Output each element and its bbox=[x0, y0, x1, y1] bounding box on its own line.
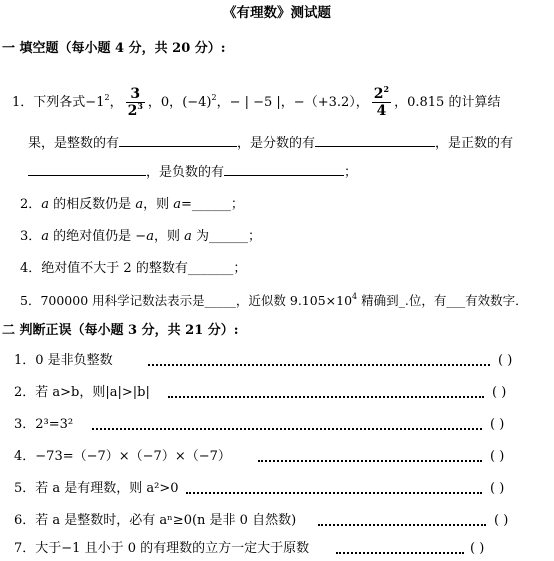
var-a: a bbox=[135, 197, 144, 212]
tf-item-6 bbox=[14, 512, 296, 530]
answer-paren[interactable]: ( ) bbox=[492, 385, 507, 400]
q5-text4: 位，有 bbox=[408, 293, 447, 308]
tf-item-7 bbox=[14, 540, 309, 558]
q1-negatives-blank[interactable] bbox=[224, 163, 344, 176]
q1-fractions-label: ，是分数的有 bbox=[237, 136, 316, 151]
tf-number: 4． bbox=[14, 449, 36, 464]
tf-item-3 bbox=[14, 416, 73, 434]
frac2-num-exp: 2 bbox=[383, 84, 390, 94]
q1-line1 bbox=[12, 86, 500, 119]
q1-number: 1． bbox=[12, 95, 34, 110]
q1-integers-label: 果，是整数的有 bbox=[28, 136, 120, 151]
q4 bbox=[20, 260, 246, 278]
q2-text2: ，则 bbox=[143, 197, 174, 212]
q1-line3 bbox=[28, 163, 357, 182]
q1-abs-terms: ，− | −5 |，−（+3.2）， bbox=[216, 95, 369, 110]
tf-statement: 若 a 是有理数，则 a²>0 bbox=[35, 481, 179, 496]
answer-paren[interactable]: ( ) bbox=[490, 417, 505, 432]
q3-text2: ，则 bbox=[153, 229, 185, 244]
q1-zero: ，0， bbox=[147, 95, 183, 110]
q5-text3: 精确到 bbox=[357, 293, 399, 308]
q5-number: 5． bbox=[20, 293, 41, 308]
var-a: a bbox=[184, 229, 192, 244]
q1-exp: 2 bbox=[104, 93, 110, 102]
tf-number: 2． bbox=[14, 385, 36, 400]
tf-number: 1． bbox=[14, 353, 36, 368]
q1-fractions-blank[interactable] bbox=[315, 134, 435, 147]
q5-text1: 700000 用科学记数法表示是 bbox=[40, 293, 205, 308]
var-a: a bbox=[173, 197, 181, 212]
dot-leader bbox=[92, 428, 482, 430]
q2-text1: 的相反数仍是 bbox=[49, 197, 136, 212]
var-a: a bbox=[41, 197, 50, 212]
tf-statement: −73=（−7）×（−7）×（−7） bbox=[35, 449, 231, 464]
q1-integers-blank[interactable] bbox=[119, 134, 237, 147]
q5-blank1[interactable]: _____ bbox=[204, 293, 236, 308]
q5-text5: 有效数字． bbox=[465, 293, 528, 308]
q3 bbox=[20, 228, 261, 246]
section2-heading: 二 判断正误（每小题 3 分，共 21 分）: bbox=[2, 323, 239, 338]
q5-blank2[interactable]: _. bbox=[398, 293, 409, 308]
tf-number: 7． bbox=[14, 541, 36, 556]
answer-paren[interactable]: ( ) bbox=[470, 541, 485, 556]
q3-number: 3． bbox=[20, 229, 42, 244]
tf-number: 5． bbox=[14, 481, 36, 496]
q1-neg4: (−4) bbox=[182, 95, 212, 110]
var-a: a bbox=[146, 229, 154, 244]
q4-text: 绝对值不大于 2 的整数有_______； bbox=[41, 261, 247, 276]
tf-statement: 若 a>b，则|a|>|b| bbox=[35, 385, 150, 400]
tf-number: 3． bbox=[14, 417, 36, 432]
frac1-den-exp: 3 bbox=[137, 101, 143, 111]
q1-fraction-1 bbox=[126, 86, 145, 119]
q1-term-neg1: −1 bbox=[85, 95, 105, 110]
q1-sep: ， bbox=[109, 95, 123, 110]
section1-heading: 一 填空题（每小题 4 分，共 20 分）: bbox=[2, 41, 226, 56]
tf-item-1 bbox=[14, 352, 113, 370]
q2 bbox=[20, 196, 244, 214]
tf-statement: 若 a 是整数时，必有 aⁿ≥0(n 是非 0 自然数) bbox=[35, 513, 297, 528]
frac2-denominator: 4 bbox=[376, 103, 387, 119]
q5-text2: ，近似数 9.105×10 bbox=[235, 293, 353, 308]
q3-text1: 的绝对值仍是 − bbox=[49, 229, 147, 244]
q1-tail: ，0.815 的计算结 bbox=[394, 95, 501, 110]
q5-exp: 4 bbox=[352, 292, 358, 301]
q1-positives-label: ，是正数的有 bbox=[435, 136, 514, 151]
dot-leader bbox=[318, 524, 486, 526]
dot-leader bbox=[168, 396, 484, 398]
answer-paren[interactable]: ( ) bbox=[498, 353, 513, 368]
page-title: 《有理数》测试题 bbox=[223, 5, 331, 21]
q4-number: 4． bbox=[20, 261, 42, 276]
frac2-numerator bbox=[372, 86, 391, 103]
dot-leader bbox=[336, 552, 464, 554]
q1-end: ； bbox=[344, 165, 358, 180]
tf-item-4 bbox=[14, 448, 231, 466]
tf-statement: 2³=3² bbox=[35, 417, 74, 432]
var-a: a bbox=[41, 229, 50, 244]
frac1-numerator: 3 bbox=[126, 86, 145, 103]
tf-statement: 大于−1 且小于 0 的有理数的立方一定大于原数 bbox=[35, 541, 310, 556]
q2-text3: =______； bbox=[180, 197, 244, 212]
tf-item-5 bbox=[14, 480, 179, 498]
q1-negatives-label: ，是负数的有 bbox=[146, 165, 225, 180]
q1-prefix: 下列各式 bbox=[33, 95, 86, 110]
frac1-denominator bbox=[126, 103, 145, 119]
frac1-den-base: 2 bbox=[127, 103, 138, 119]
answer-paren[interactable]: ( ) bbox=[490, 481, 505, 496]
q1-positives-blank[interactable] bbox=[28, 163, 146, 176]
q2-number: 2． bbox=[20, 197, 42, 212]
answer-paren[interactable]: ( ) bbox=[490, 449, 505, 464]
frac2-num-base: 2 bbox=[373, 86, 384, 102]
q1-fraction-2 bbox=[372, 86, 391, 119]
dot-leader bbox=[258, 460, 482, 462]
dot-leader bbox=[148, 364, 490, 366]
q1-neg4-exp: 2 bbox=[211, 93, 217, 102]
tf-statement: 0 是非负整数 bbox=[35, 353, 113, 368]
q1-line2 bbox=[28, 134, 513, 153]
q5-blank3[interactable]: ___ bbox=[446, 293, 466, 308]
answer-paren[interactable]: ( ) bbox=[494, 513, 509, 528]
q5 bbox=[20, 292, 528, 310]
tf-item-2 bbox=[14, 384, 150, 402]
dot-leader bbox=[186, 492, 482, 494]
q3-text3: 为______； bbox=[191, 229, 262, 244]
tf-number: 6． bbox=[14, 513, 36, 528]
